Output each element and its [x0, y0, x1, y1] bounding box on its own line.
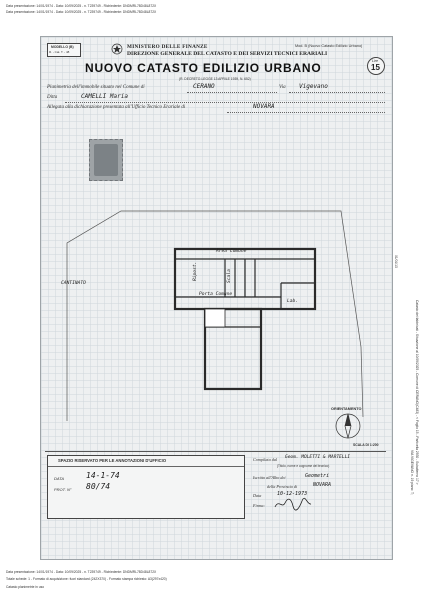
cadastral-form-sheet	[40, 36, 393, 560]
margin-header-line-2: Data presentazione: 14/01/1974 - Data: 10/09/2025 - n. T239749 - Richiedente: DNDMRL78D48L872X	[6, 10, 157, 14]
provincia-value: NOVARA	[313, 482, 332, 488]
compilata-label: Compilata dal	[253, 457, 278, 462]
room-label-porta-comune: Porta Comune	[199, 292, 233, 297]
model-box-sub: R. - Cat. T. - 48	[49, 50, 70, 54]
ufficio-value: NOVARA	[253, 103, 275, 110]
signature-image	[273, 497, 313, 511]
margin-side-text-3: 01/01/13	[394, 255, 398, 268]
direzione-generale: DIREZIONE GENERALE DEL CATASTO E DEI SERVIZI TECNICI ERARIALI	[127, 51, 328, 57]
lire-stamp	[367, 57, 385, 75]
firma-label: Firma:	[253, 503, 265, 508]
margin-footer-line-2: Totale schede: 1 - Formato di acquisizione: fuori standard (242X370) - Formato stampa richiesto: A3(297x420)	[6, 577, 167, 581]
scale-label: SCALA DI 1:200	[353, 443, 379, 447]
ministry-name: MINISTERO DELLE FINANZE	[127, 44, 208, 50]
room-label-ripost: Ripost.	[193, 261, 198, 281]
iscritto-label: Iscritto all'Albo dei	[253, 475, 286, 480]
lire-label: Lire	[372, 59, 378, 63]
ditta-label: Ditta	[47, 95, 58, 100]
room-label-cantinato: CANTINATO	[61, 281, 86, 286]
republic-emblem-icon	[111, 42, 123, 56]
compass-icon	[333, 411, 363, 441]
footer-separator	[45, 451, 386, 452]
data2-value: 10-12-1973	[277, 491, 308, 497]
ditta-value: CAMELLI Maria	[81, 93, 128, 100]
titolo-note: (Titolo, nome e cognome del tecnico)	[277, 464, 330, 468]
via-field-line	[289, 92, 385, 93]
margin-side-text-1: Catasto dei fabbricati - Situazione al 10/09/2025 - Comune di CERANO(C483) - < Foglio 15 - Particella 2930 - Subalterno 17 >	[415, 300, 419, 485]
margin-footer-line-3: Catasto planimetrie in uso	[6, 585, 45, 589]
compilata-value: Geom. MOLETTI & MARTELLI	[285, 455, 351, 460]
via-label: Via	[279, 85, 286, 90]
comune-field-line	[187, 92, 277, 93]
via-value: Vigevano	[299, 83, 328, 90]
prot-value: 80/74	[86, 482, 111, 491]
margin-header-line-1: Data presentazione: 14/01/1974 - Data: 10/09/2025 - n. T239749 - Richiedente: DNDMRL78D48L872X	[6, 4, 157, 8]
decree-reference: (R. DECRETO-LEGGE 13 APRILE 1939, N. 652)	[179, 77, 251, 81]
model-reference: Mod. B (Nuovo Catasto Edilizio Urbano)	[295, 44, 363, 48]
model-box	[47, 43, 81, 57]
room-label-area-comune: Area Comune	[216, 249, 247, 254]
room-label-lab: Lab.	[287, 299, 299, 304]
data-label: DATA	[54, 476, 65, 481]
model-box-title: MODELLO (B)	[51, 44, 74, 49]
provincia-label: della Provincia di	[267, 484, 298, 489]
revenue-stamp	[89, 139, 123, 181]
prot-label: PROT. N°	[54, 487, 72, 492]
office-annotations-title: SPAZIO RISERVATO PER LE ANNOTAZIONI D'UFFICIO	[58, 458, 167, 463]
margin-footer-line-1: Data presentazione: 14/01/1974 - Data: 10/09/2025 - n. T239749 - Richiedente: DNDMRL78D48L872X	[6, 570, 157, 574]
allegata-label: Allegata alla dichiarazione presentata all'Ufficio Tecnico Erariale di	[47, 105, 186, 110]
revenue-stamp-image	[94, 144, 118, 176]
margin-side-text-2: VIA VIGEVANO n. 19 piano: T;	[410, 450, 414, 495]
office-annotations-box	[47, 455, 245, 519]
data-value: 14-1-74	[86, 471, 120, 480]
lire-value: 15	[371, 63, 380, 72]
orientation-label: ORIENTAMENTO	[331, 407, 362, 411]
office-annotations-divider	[48, 466, 244, 467]
iscritto-value: Geometri	[305, 473, 330, 479]
ditta-field-line	[65, 102, 385, 103]
planimetria-label: Planimetria dell'immobile situato nel Comune di	[47, 85, 145, 90]
ufficio-field-line	[227, 112, 385, 113]
room-label-scala: Scala	[227, 269, 232, 283]
data2-label: Data	[253, 493, 262, 498]
comune-value: CERANO	[193, 83, 215, 90]
form-title: NUOVO CATASTO EDILIZIO URBANO	[85, 61, 322, 75]
